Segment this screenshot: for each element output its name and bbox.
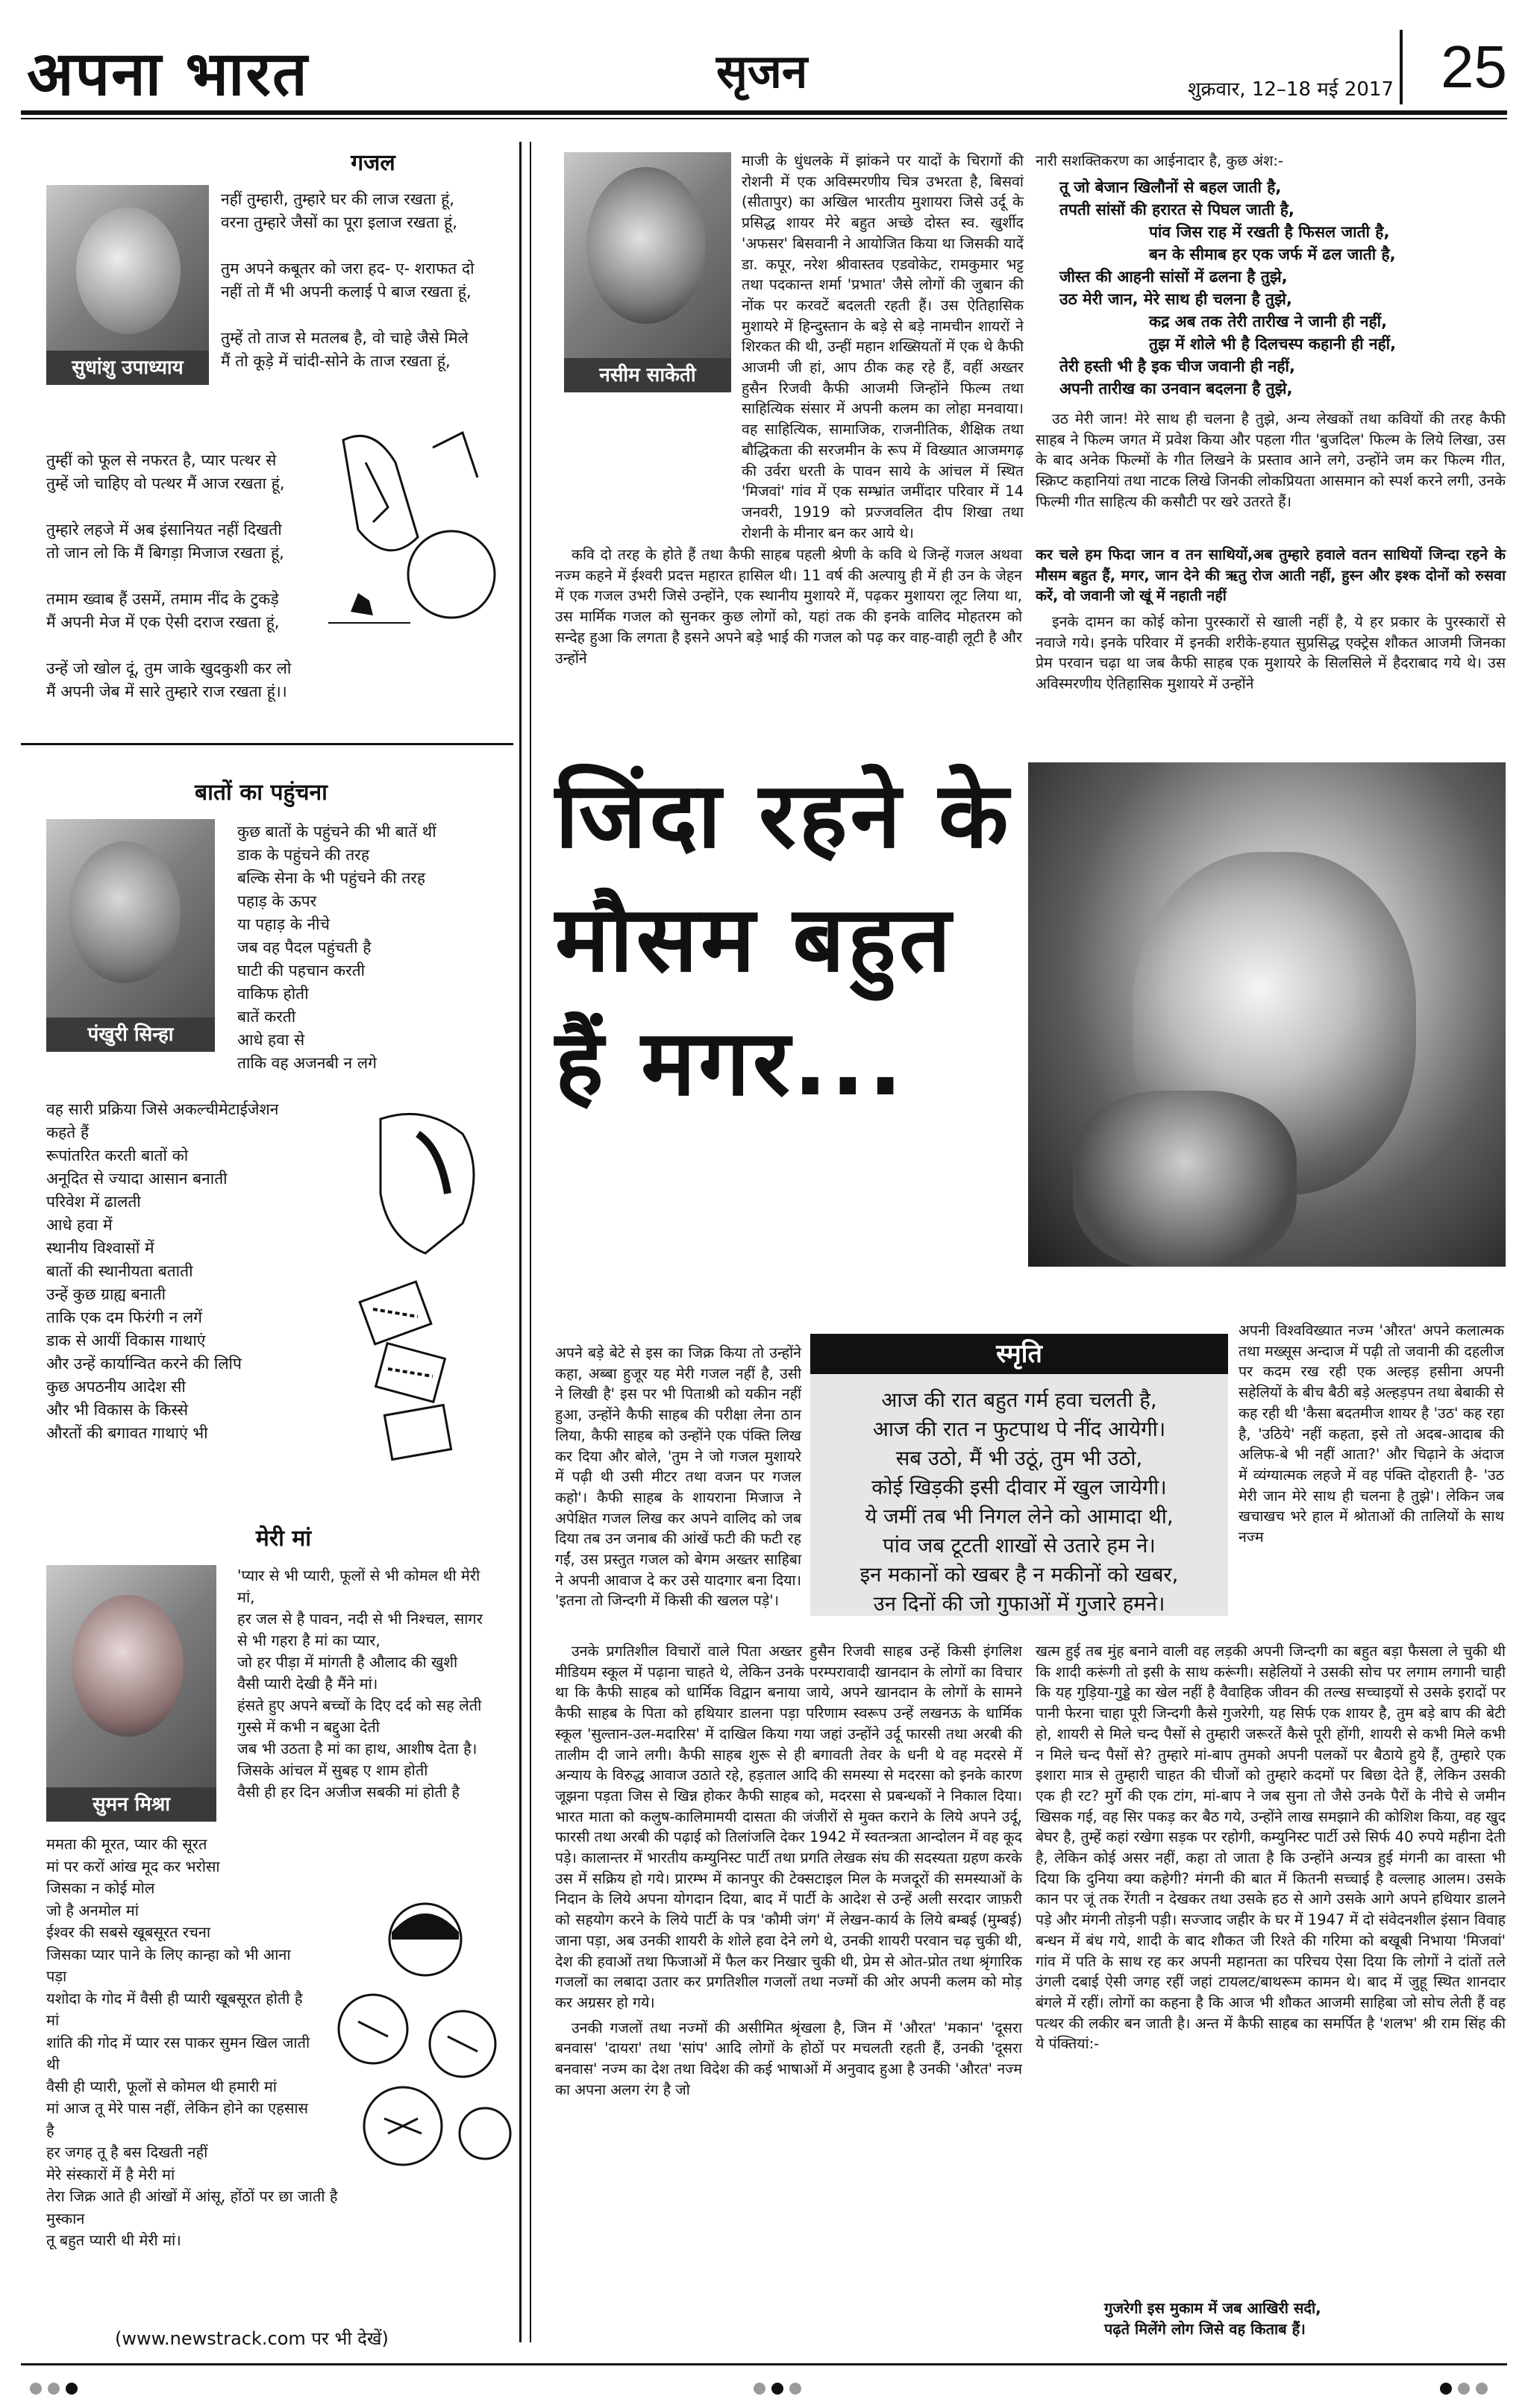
article-paragraph: इनके दामन का कोई कोना पुरस्कारों से खाली नहीं है, ये हर प्रकार के पुरस्कारों से नवाजे गये। इनके परिवार में इनकी शरीके-हयात सुप्रसिद्ध एक्ट्रेस शौकत आजमी जिनका प्रेम परवान चढ़ा था जब कैफी साहब एक मुशायरे के सिलसिले में हैदराबाद गये थे। उस अविस्मरणीय ऐतिहासिक मुशायरे में उन्होंने (1036, 613, 1506, 693)
verse-aurat (1059, 176, 1507, 400)
page-number: 25 (1400, 30, 1507, 104)
closing-verse (1104, 2298, 1492, 2339)
line-art-illustration (313, 1895, 515, 2208)
section-divider (21, 743, 513, 745)
poem-text: तुम्हीं को फूल से नफरत है, प्यार पत्थर से तुम्हें जो चाहिए वो पत्थर मैं आज रखता हूं, तुम्हारे लहजे में अब इंसानियत नहीं दिखती तो जान लो कि मैं बिगड़ा मिजाज रखता हूं, तमाम ख्वाब हैं उसमें, तमाम नींद के टुकड़े मैं अपनी मेज में एक ऐसी दराज रखता हूं, उन्हें जो खोल दूं, तुम जाके खुदकुशी कर लो मैं अपनी जेब में सारे तुम्हारे राज रखता हूं।। (46, 451, 292, 700)
column-divider (519, 142, 522, 2342)
poem-text: कुछ बातों के पहुंचने की भी बातें थीं डाक के पहुंचने की तरह बल्कि सेना के भी पहुंचने की तरह पहाड़ के ऊपर या पहाड़ के नीचे जब वह पैदल पहुंचती है घाटी की पहचान करती वाकिफ होती बातें करती आधे हवा से ताकि वह अजनबी न लगे (237, 823, 436, 1072)
verse-line: पांव जिस राह में रखती है फिसल जाती है, (1149, 223, 1390, 241)
verse-line: कोई खिड़की इसी दीवार में खुल जायेगी। (871, 1476, 1167, 1499)
article-paragraph: अपने बड़े बेटे से इस का जिक्र किया तो उन्होंने कहा, अब्बा हुजूर यह मेरी गजल नहीं है, उसी ने लिखी है' इस पर भी पिताश्री को यकीन नहीं हुआ, उन्होंने कैफी साहब की परीक्षा लेना ठान लिया, कैफी साहब को उन्होंने एक पंक्ति लिख कर दिया और बोले, 'तुम ने जो गजल मुशायरे में पढ़ी थी उसी मीटर तथा वजन पर गजल कहो'। कैफी साहब के शायराना मिजाज ने अपेक्षित गजल लिख कर अपने वालिद को जब दिया तब उन जनाब की आंखें फटी की फटी रह गईं, उस प्रस्तुत गजल को बेगम अख्तर साहिबा ने अपनी आवाज दे कर उसे यादगार बना दिया। 'इतना तो जिन्दगी में किसी की खलल पड़े'। (555, 1344, 801, 1610)
article-paragraph-block (555, 545, 1022, 673)
verse-line: बन के सीमाब हर एक जर्फ में ढल जाती है, (1149, 245, 1396, 263)
verse-line: गुजरेगी इस मुकाम में जब आखिरी सदी, (1104, 2299, 1321, 2317)
verse-block: कर चले हम फिदा जान व तन साथियों,अब तुम्हारे हवाले वतन साथियों जिन्दा रहने के मौसम बहुत हैं, मगर, जान देने की ऋतु रोज आती नहीं, हुस्न और इश्क दोनों को रुसवा करें, वो जवानी जो खूं में नहाती नहीं (1036, 546, 1506, 605)
verse-line: अपनी तारीख का उनवान बदलना है तुझे, (1059, 380, 1293, 398)
verse-line: उन दिनों की जो गुफाओं में गुजारे हमने। (873, 1592, 1165, 1616)
dot-icon (48, 2383, 60, 2395)
article-paragraph: कवि दो तरह के होते हैं तथा कैफी साहब पहली श्रेणी के कवि थे जिन्हें गजल अथवा नज्म कहने में ईश्वरी प्रदत्त महारत हासिल थी। 11 वर्ष की अल्पायु ही में ही उन के जेहन में एक गजल उभरी जिसे उन्होंने, एक स्थानीय मुशायरे में, पढ़कर मुशायरा लूट लिया था, उस मार्मिक गजल को सुनकर कुछ लोगों को, यहां तक की इनके वालिद मोहतरम को सन्देह हुआ कि लगता है इसने अपने बड़े भाई की गजल को पढ़ कर वाह-वाही लूटी है और उन्होंने (555, 546, 1022, 667)
author-caption: नसीम साकेती (564, 358, 731, 392)
verse-line: पढ़ते मिलेंगे लोग जिसे वह किताब हैं। (1104, 2320, 1306, 2338)
article-paragraph: उनके प्रगतिशील विचारों वाले पिता अख्तर हुसैन रिजवी साहब उन्हें किसी इंगलिश मीडियम स्कूल में पढ़ाना चाहते थे, लेकिन उनके परम्परावादी खानदान के लोगों का विचार था कि कैफी साहब को धार्मिक विद्वान बनाया जाये, अपने खानदान के लोगों के सामने कैफी साहब के पिता को हथियार डालना पड़ा परिणाम स्वरूप उन्हें लखनऊ के धार्मिक स्कूल 'सुल्तान-उल-मदारिस' में दाखिल किया गया जहां उन्होंने उर्दू फारसी तथा अरबी की तालीम दी जाने लगी। कैफी साहब शुरू से ही बगावती तेवर के धनी थे वह मदरसे में अन्याय के विरुद्ध आवाज उठाते रहे, हड़ताल आदि की समस्या से मदरसा को इनके कारण जूझना पड़ता जिस से खिन्न होकर कैफी साहब को, मदरसा से प्रबन्धकों ने निकाल दिया। भारत माता को कलुष-कालिमामयी दासता की जंजीरों से मुक्त कराने के लिये अपने उर्दू, फारसी तथा अरबी की पढ़ाई को तिलांजलि देकर 1942 में स्वतन्त्रता आन्दोलन में वह कूद पड़े। कालान्तर में भारतीय कम्युनिस्ट पार्टी तथा प्रगति लेखक संघ की सदस्यता ग्रहण करके उस में सक्रिय हो गये। प्रारम्भ में कानपुर की टेक्सटाइल मिल के मजदूरों की समस्याओं के निदान के लिये अपना योगदान दिया, बाद में पार्टी के आदेश से उन्हें अली सरदार जाफ़री को सहयोग करने के लिये पार्टी के पत्र 'कौमी जंग' में लेखन-कार्य के लिये बम्बई (मुम्बई) जाना पड़ा, अब उनकी शायरी के शोले हवा देने लगे थे, उनकी शायरी परवान चढ़ चुकी थी, देश की हवाओं तथा फिजाओं में फैल कर निखार चुकी थी, प्रेम से ओत-प्रोत तथा श्रृंगारिक गजलों का लबादा उतार कर प्रगतिशील गजलों तथा नज्मों की ओर अपनी कलम को मोड़ कर अग्रसर हो गये। (555, 1643, 1022, 2011)
masthead-brand: अपना भारत (27, 38, 309, 110)
verse-line: जीस्त की आहनी सांसों में ढलना है तुझे, (1059, 268, 1288, 286)
portrait-face (586, 167, 706, 324)
section-title: सृजन (716, 44, 808, 98)
footer-rule (21, 2363, 1507, 2365)
article-paragraph: खत्म हुई तब मुंह बनाने वाली वह लड़की अपनी जिन्दगी का बहुत बड़ा फैसला ले चुकी थी कि शादी करूंगी तो इसी के साथ करूंगी। सहेलियों ने उसकी सोच पर लगाम लगानी चाही कि यह गुड़िया-गुड्डे का खेल नहीं है वैवाहिक जीवन की तल्ख सच्चाइयों से उसके इरादों पर पानी फेरना चाहा पूरी जिन्दगी कैसे गुजरेगी, यह सिर्फ एक शायर है, तुम बड़े बाप की बेटी हो, शायरी से मिले चन्द पैसों से तुम्हारी जरूरतें कैसे पूरी होंगी, शायरी से कभी मिले कभी न मिले चन्द पैसों से? तुम्हारे मां-बाप तुमको अपनी पलकों पर बैठाये हुये हैं, तुम्हारे एक इशारा मात्र से तुम्हारी चाहत की चीजों को तुम्हारे कदमों पर बिछा देते हैं, लेकिन उसकी एक ही रट? मुर्गे की एक टांग, मां-बाप ने जब सुना तो जैसे उनके पैरों के नीचे से जमीन खिसक गई, वह सिर पकड़ कर बैठ गये, उन्होंने लाख समझाने की कोशिश किया, वह खुद बेघर है, तुम्हें कहां रखेगा सड़क पर रहोगी, कम्युनिस्ट पार्टी उसे सिर्फ 40 रुपये महीना देती है, लेकिन कोई असर नहीं, कहा तो जाता है कि उन्होंने अन्यत्र हुई मंगनी का वास्ता भी दिया कि दुनिया क्या कहेगी? मंगनी की बात में कितनी सच्चाई है वल्लाह आलम। उसके कान पर जूं तक रेंगती न देखकर तथा उसके हठ से आगे उसके आगे अपने हथियार डालने पड़े और मंगनी तोड़नी पड़ी। सज्जाद जहीर के घर में 1947 में दो संवेदनशील इंसान विवाह बन्धन में बंध गये, शादी के बाद शौकत जी रिश्ते की गरिमा को बखूबी निभाया 'मिजवां' गांव में पति के साथ रह कर अपनी महानता का परिचय ऐसा दिया कि लोगों ने दांतों तले उंगली दबाई ऐसी जगह रहीं जहां टायलट/बाथरूम कामन थे। बाद में जुहू स्थित शानदार बंगले में रहीं। लोगों का कहना है कि आज भी शौकत आजमी साहिबा जो सोच लेती हैं वह पत्थर की लकीर बन जाती है। अन्त में कैफी साहब का समर्पित है 'शलभ' श्री राम सिंह की ये पंक्तियां:- (1036, 1643, 1506, 2053)
masthead-rule-thin (21, 118, 1507, 119)
website-link[interactable]: (www.newstrack.com पर भी देखें) (115, 2328, 389, 2349)
decorative-dots (30, 2381, 78, 2396)
verse-line: तू जो बेजान खिलौनों से बहल जाती है, (1059, 178, 1282, 196)
verse-line: तेरी हस्ती भी है इक चीज जवानी ही नहीं, (1059, 357, 1295, 375)
article-paragraph: अपनी विश्वविख्यात नज्म 'औरत' अपने कलात्मक तथा मख्सूस अन्दाज में पढ़ी तो जवानी की दहलीज पर कदम रख रही एक अल्हड़ हसीना अपनी सहेलियों के बीच बैठी बड़े अल्हड़पन तथा बेबाकी से कह रही थी 'कैसा बदतमीज शायर है 'उठ' कह रहा है, 'उठिये' नहीं कहता, इसे तो अदब-आदाब की अलिफ-बे भी नहीं आता?' और चिढ़ाने के अंदाज में व्यंग्यात्मक लहजे में वह पंक्ति दोहराती है- 'उठ मेरी जान मेरे साथ ही चलना है तुझे'। लेकिन जब खचाखच भरे हाल में श्रोताओं की तालियों के साथ नज्म (1239, 1322, 1504, 1546)
verse-line: तपती सांसों की हरारत से पिघल जाती है, (1059, 201, 1294, 219)
verse-line: इन मकानों को खबर है न मकीनों को खबर, (860, 1563, 1179, 1587)
dot-icon (1440, 2383, 1452, 2395)
portrait-face (76, 207, 181, 334)
author-photo (46, 1565, 216, 1822)
smriti-box-title: स्मृति (810, 1334, 1228, 1374)
masthead-rule (21, 110, 1507, 115)
decorative-dots (1440, 2381, 1488, 2396)
poem-text: नहीं तुम्हारी, तुम्हारे घर की लाज रखता हूं, वरना तुम्हारे जैसों का पूरा इलाज रखता हूं, तुम अपने कबूतर को जरा हद- ए- शराफत दो नहीं तो मैं भी अपनी कलाई पे बाज रखता हूं, तुम्हें तो ताज से मतलब है, वो चाहे जैसे मिले मैं तो कूड़े में चांदी-सोने के ताज रखता हूं, (221, 190, 475, 370)
decorative-dots (754, 2381, 801, 2396)
article-bottom-left (555, 1641, 1022, 2104)
verse-kar-chale-hum (1036, 545, 1506, 611)
verse-line: तुझ में शोले भी है दिलचस्प कहानी ही नहीं, (1149, 335, 1397, 353)
article-middle-right (1239, 1320, 1504, 1552)
article-right-intro (1036, 151, 1506, 176)
poem-text: ममता की मूरत, प्यार की सूरत मां पर करों आंख मूद कर भरोसा जिसका न कोई मोल जो है अनमोल मां ईश्वर की सबसे खूबसूरत रचना जिसका प्यार पाने के लिए कान्हा को भी आना पड़ा यशोदा के गोद में वैसी ही प्यारी खूबसूरत होती है मां शांति की गोद में प्यार रस पाकर सुमन खिल जाती थी वैसी ही प्यारी, फूलों से कोमल थी हमारी मां मां आज तू मेरे पास नहीं, लेकिन होने का एहसास है हर जगह तू है बस दिखती नहीं मेरे संस्कारों में है मेरी मां तेरा जिक्र आते ही आंखों में आंसू, होंठों पर छा जाती है मुस्कान तू बहुत प्यारी थी मेरी मां। (46, 1835, 338, 2249)
verse-line: पांव जब टूटती शाखों से उतारे हम ने। (883, 1534, 1156, 1558)
author-photo (46, 185, 209, 385)
dot-icon (771, 2383, 783, 2395)
poem-title-gazal: गजल (351, 150, 395, 176)
verse-line: आज की रात बहुत गर्म हवा चलती है, (881, 1388, 1157, 1412)
dot-icon (66, 2383, 78, 2395)
article-paragraph: नारी सशक्तिकरण का आईनादार है, कुछ अंश:- (1036, 152, 1283, 169)
smriti-verse (818, 1386, 1221, 1619)
article-paragraph: उनकी गजलों तथा नज्मों की असीमित श्रृंखला है, जिन में 'औरत' 'मकान' 'दूसरा बनवास' 'दायरा' तथा 'सांप' आदि लोगों के होठों पर मचलती रहती हैं, उनकी 'दूसरा बनवास' नज्म का देश तथा विदेश की कई भाषाओं में अनुवाद हुआ है उनकी 'औरत' नज्म का अपना अलग रंग है जो (555, 2019, 1022, 2098)
article-bottom-right (1036, 1641, 1506, 2059)
author-caption: सुधांशु उपाध्याय (46, 351, 209, 385)
dot-icon (1476, 2383, 1488, 2395)
article-paragraph: माजी के धुंधलके में झांकने पर यादों के चिरागों की रोशनी में एक अविस्मरणीय चित्र उभरता है, बिसवां (सीतापुर) का अखिल भारतीय मुशायरा जिसे उर्दू के प्रसिद्ध शायर मेरे बहुत अच्छे दोस्त स्व. खुर्शीद 'अफसर' बिसवानी ने आयोजित किया था जिसकी यादें डा. कपूर, नरेश श्रीवास्तव एडवोकेट, रामकुमार भट्ट तथा पदकान्त शर्मा 'प्रभात' जैसे लोगों की जुबान की नोंक पर करवटें बदलती रहती हैं। उस ऐतिहासिक मुशायरे में हिन्दुस्तान के बड़े से बड़े नामचीन शायरों ने शिरकत की थी, उन्हीं महान शख्सियतों में एक थे कैफी आजमी जी हां, आप ठीक कह रहे हैं, वहीं अख्तर हुसैन रिजवी कैफी आजमी जिन्होंने फिल्म तथा साहित्यिक संसार में अपनी कलम का लोहा मनवाया। वह साहित्यिक, सामाजिक, राजनीतिक, शैक्षिक तथा बौद्धिकता की सरजमीन के रूप में विख्यात आजमगढ़ की उर्वरा धरती के पावन साये के आंचल में स्थित 'मिजवां' गांव में एक सम्भ्रांत जमींदार परिवार में 14 जनवरी, 1919 को प्रज्जवलित दीप शिखा तथा रोशनी के मीनार बन कर आये थे। (742, 152, 1024, 542)
dot-icon (30, 2383, 42, 2395)
poem-text: 'प्यार से भी प्यारी, फूलों से भी कोमल थी मेरी मां, हर जल से है पावन, नदी से भी निश्चल, सागर से भी गहरा है मां का प्यार, जो हर पीड़ा में मांगती है औलाद की खुशी वैसी प्यारी देखी है मैंने मां। हंसते हुए अपने बच्चों के दिए दर्द को सह लेती गुस्से में कभी न बद्दुआ देती जब भी उठता है मां का हाथ, आशीष देता है। जिसके आंचल में सुबह ए शाम होती वैसी ही हर दिन अजीज सबकी मां होती है (237, 1567, 483, 1801)
article-intro (742, 151, 1024, 548)
poem-text: वह सारी प्रक्रिया जिसे अकल्चीमेटाईजेशन कहते हैं रूपांतरित करती बातों को अनूदित से ज्यादा आसान बनाती परिवेश में ढालती आधे हवा में स्थानीय विश्वासों में बातों की स्थानीयता बताती उन्हें कुछ ग्राह्य बनाती ताकि एक दम फिरंगी न लगें डाक से आयीं विकास गाथाएं और उन्हें कार्यान्वित करने की लिपि कुछ अपठनीय आदेश सी और भी विकास के किस्से औरतों की बगावत गाथाएं भी (46, 1100, 279, 1442)
column-divider-thin (530, 142, 531, 2342)
portrait-face (69, 841, 181, 983)
verse-line: आज की रात न फुटपाथ पे नींद आयेगी। (872, 1417, 1166, 1441)
verse-line: ये जमीं तब भी निगल लेने को आमादा थी, (865, 1505, 1174, 1528)
author-caption: पंखुरी सिन्हा (46, 1018, 215, 1052)
line-art-illustration (328, 418, 507, 642)
verse-line: कद्र अब तक तेरी तारीख ने जानी ही नहीं, (1149, 313, 1388, 330)
portrait-hand (1073, 1091, 1297, 1267)
article-right-body (1036, 612, 1506, 699)
dot-icon (754, 2383, 765, 2395)
author-photo (46, 819, 215, 1052)
kaifi-azmi-photo (1028, 762, 1506, 1267)
issue-date: शुक्रवार, 12–18 मई 2017 (1187, 78, 1394, 101)
article-headline: जिंदा रहने के मौसम बहुत हैं मगर... (555, 762, 1012, 1116)
poem-title-baton-ka-pahunchna: बातों का पहुंचना (195, 780, 328, 806)
portrait-face (72, 1595, 184, 1737)
verse-line: उठ मेरी जान, मेरे साथ ही चलना है तुझे, (1059, 290, 1292, 308)
author-photo (564, 152, 731, 392)
author-caption: सुमन मिश्रा (46, 1787, 216, 1822)
verse-line: सब उठो, मैं भी उठूं, तुम भी उठो, (895, 1446, 1143, 1470)
article-middle-left (555, 1343, 801, 1616)
dot-icon (1458, 2383, 1470, 2395)
article-right-body (1036, 409, 1506, 517)
article-paragraph: उठ मेरी जान! मेरे साथ ही चलना है तुझे, अन्य लेखकों तथा कवियों की तरह कैफी साहब ने फिल्म जगत में प्रवेश किया और पहला गीत 'बुजदिल' फिल्म के लिये लिखा, उस के बाद अनेक फिल्मों के गीत लिखने के प्रस्ताव आने लगे, उन्होंने जम कर फिल्म गीत, स्क्रिप्ट कहानियां तथा नाटक लिखे जिनकी लोकप्रियता आसमान को स्पर्श करने लगी, उनके फिल्मी गीत साहित्य की कसौटी पर खरे उतरते हैं। (1036, 410, 1506, 510)
line-art-illustration (336, 1104, 507, 1477)
poem-title-meri-maa: मेरी मां (255, 1526, 312, 1552)
dot-icon (789, 2383, 801, 2395)
